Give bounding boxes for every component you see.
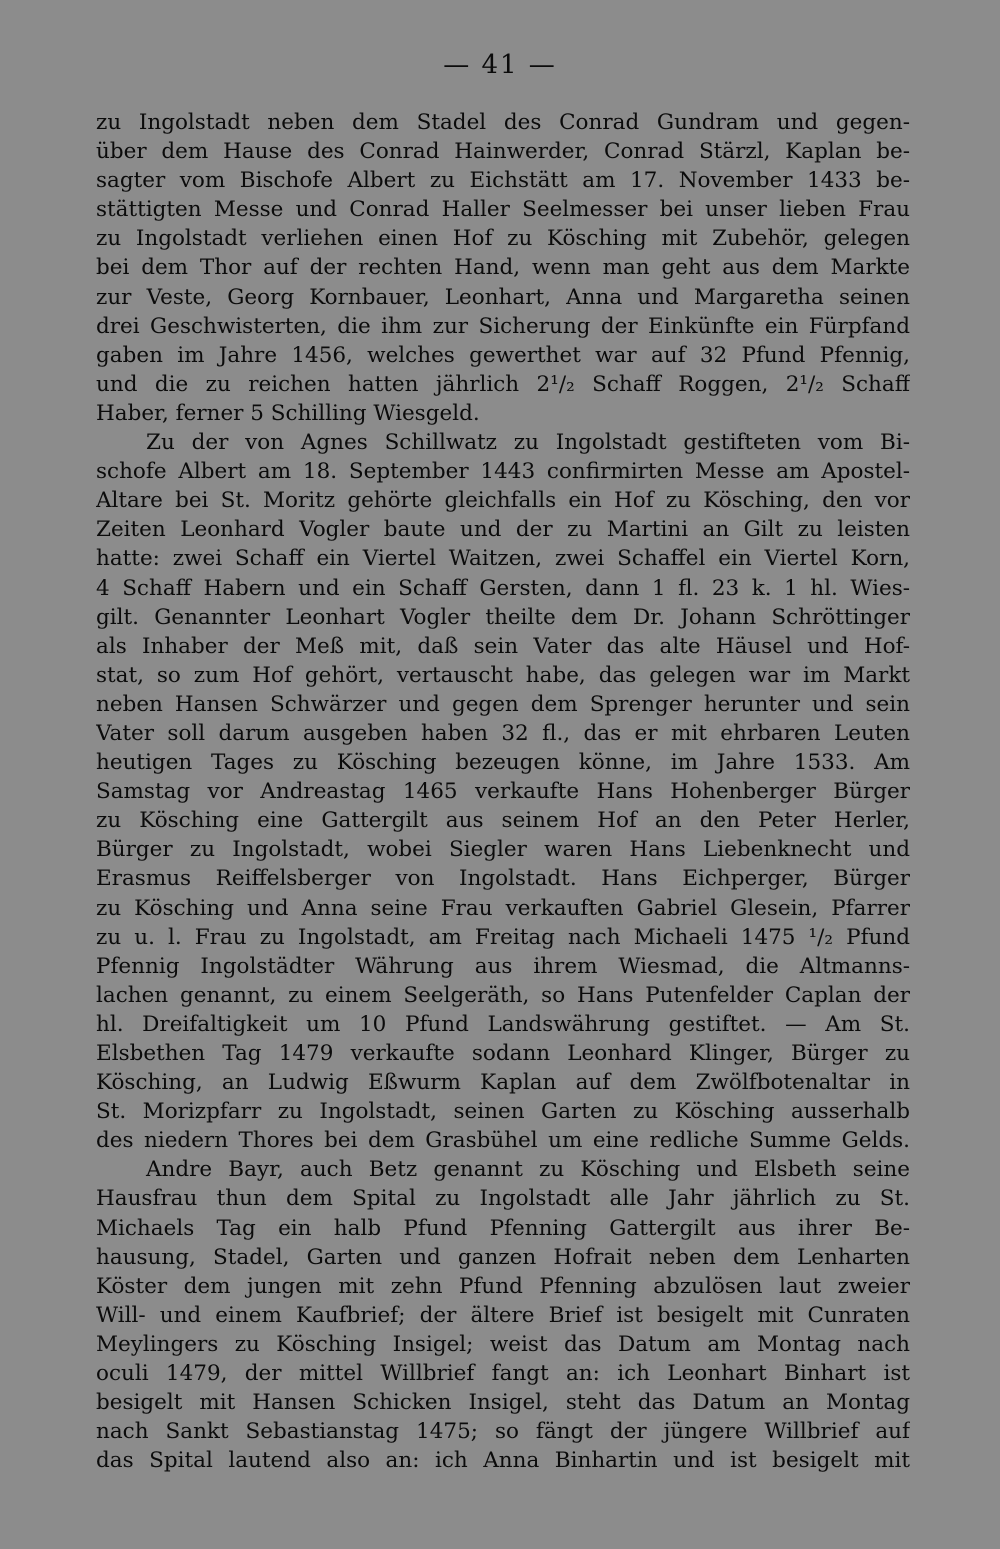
text-line: heutigen Tages zu Kösching bezeugen könne, im Jahre 1533. Am [96, 750, 910, 776]
text-line: Altare bei St. Moritz gehörte gleichfalls ein Hof zu Kösching, den vor [96, 488, 910, 514]
text-line: besigelt mit Hansen Schicken Insigel, steht das Datum an Montag [96, 1390, 910, 1416]
text-line: Vater soll darum ausgeben haben 32 fl., das er mit ehrbaren Leuten [96, 720, 910, 746]
text-line: des niedern Thores bei dem Grasbühel um eine redliche Summe Gelds. [96, 1128, 910, 1154]
text-line: neben Hansen Schwärzer und gegen dem Sprenger herunter und sein [96, 691, 910, 717]
text-line: das Spital lautend also an: ich Anna Binhartin und ist besigelt mit [96, 1448, 910, 1474]
text-line: stat, so zum Hof gehört, vertauscht habe, das gelegen war im Markt [96, 662, 910, 688]
text-line: zur Veste, Georg Kornbauer, Leonhart, Anna und Margaretha seinen [96, 284, 910, 310]
text-line: lachen genannt, zu einem Seelgeräth, so Hans Putenfelder Caplan der [96, 982, 910, 1008]
text-line: Zu der von Agnes Schillwatz zu Ingolstadt gestifteten vom Bi- [146, 430, 910, 456]
text-line: Will- und einem Kaufbrief; der ältere Brief ist besigelt mit Cunraten [96, 1302, 910, 1328]
text-line: Elsbethen Tag 1479 verkaufte sodann Leonhard Klinger, Bürger zu [96, 1041, 910, 1066]
text-line: und die zu reichen hatten jährlich 2¹/₂ Schaff Roggen, 2¹/₂ Schaff [96, 371, 910, 397]
text-line: hatte: zwei Schaff ein Viertel Waitzen, zwei Schaffel ein Viertel Korn, [96, 546, 910, 572]
text-line: zu Kösching und Anna seine Frau verkauften Gabriel Glesein, Pfarrer [96, 895, 910, 921]
text-line: drei Geschwisterten, die ihm zur Sicherung der Einkünfte ein Fürpfand [96, 313, 910, 339]
text-line: 4 Schaff Habern und ein Schaff Gersten, dann 1 fl. 23 k. 1 hl. Wies- [96, 575, 910, 601]
text-line: zu Ingolstadt verliehen einen Hof zu Kösching mit Zubehör, gelegen [96, 226, 910, 252]
text-line: Hausfrau thun dem Spital zu Ingolstadt alle Jahr jährlich zu St. [96, 1186, 910, 1212]
text-line: Köster dem jungen mit zehn Pfund Pfenning abzulösen laut zweier [96, 1273, 910, 1299]
text-line: Haber, ferner 5 Schilling Wiesgeld. [96, 400, 480, 426]
text-line: zu Ingolstadt neben dem Stadel des Conrad Gundram und gegen- [96, 110, 910, 135]
text-line: oculi 1479, der mittel Willbrief fangt an: ich Leonhart Binhart ist [96, 1361, 910, 1387]
text-line: bei dem Thor auf der rechten Hand, wenn man geht aus dem Markte [96, 255, 910, 281]
text-line: Samstag vor Andreastag 1465 verkaufte Hans Hohenberger Bürger [96, 779, 910, 805]
text-line: Meylingers zu Kösching Insigel; weist das Datum am Montag nach [96, 1331, 910, 1357]
text-line: gaben im Jahre 1456, welches gewerthet war auf 32 Pfund Pfennig, [96, 342, 910, 368]
body-text [96, 108, 910, 1475]
text-line: zu Kösching eine Gattergilt aus seinem Hof an den Peter Herler, [96, 808, 910, 834]
text-line: nach Sankt Sebastianstag 1475; so fängt der jüngere Willbrief auf [96, 1419, 910, 1445]
text-line: stättigten Messe und Conrad Haller Seelmesser bei unser lieben Frau [96, 197, 910, 223]
text-line: Michaels Tag ein halb Pfund Pfenning Gattergilt aus ihrer Be- [96, 1215, 910, 1241]
text-line: Andre Bayr, auch Betz genannt zu Kösching und Elsbeth seine [146, 1157, 910, 1183]
text-line: Bürger zu Ingolstadt, wobei Siegler waren Hans Liebenknecht und [96, 837, 910, 863]
text-line: schofe Albert am 18. September 1443 confirmirten Messe am Apostel- [96, 459, 910, 485]
text-line: zu u. l. Frau zu Ingolstadt, am Freitag nach Michaeli 1475 ¹/₂ Pfund [96, 924, 910, 950]
text-line: Erasmus Reiffelsberger von Ingolstadt. Hans Eichperger, Bürger [96, 866, 910, 892]
text-line: hausung, Stadel, Garten und ganzen Hofrait neben dem Lenharten [96, 1244, 910, 1270]
page-number: — 41 — [443, 50, 557, 80]
text-line: sagter vom Bischofe Albert zu Eichstätt am 17. November 1433 be- [96, 168, 910, 194]
text-line: Pfennig Ingolstädter Währung aus ihrem Wiesmad, die Altmanns- [96, 953, 910, 979]
text-line: Zeiten Leonhard Vogler baute und der zu Martini an Gilt zu leisten [96, 517, 910, 543]
text-line: Kösching, an Ludwig Eßwurm Kaplan auf dem Zwölfbotenaltar in [96, 1070, 910, 1096]
text-line: über dem Hause des Conrad Hainwerder, Conrad Stärzl, Kaplan be- [96, 139, 910, 165]
text-line: St. Morizpfarr zu Ingolstadt, seinen Garten zu Kösching ausserhalb [96, 1099, 910, 1125]
text-line: gilt. Genannter Leonhart Vogler theilte dem Dr. Johann Schröttinger [96, 604, 910, 630]
text-line: als Inhaber der Meß mit, daß sein Vater das alte Häusel und Hof- [96, 633, 910, 659]
text-line: hl. Dreifaltigkeit um 10 Pfund Landswährung gestiftet. — Am St. [96, 1011, 910, 1037]
